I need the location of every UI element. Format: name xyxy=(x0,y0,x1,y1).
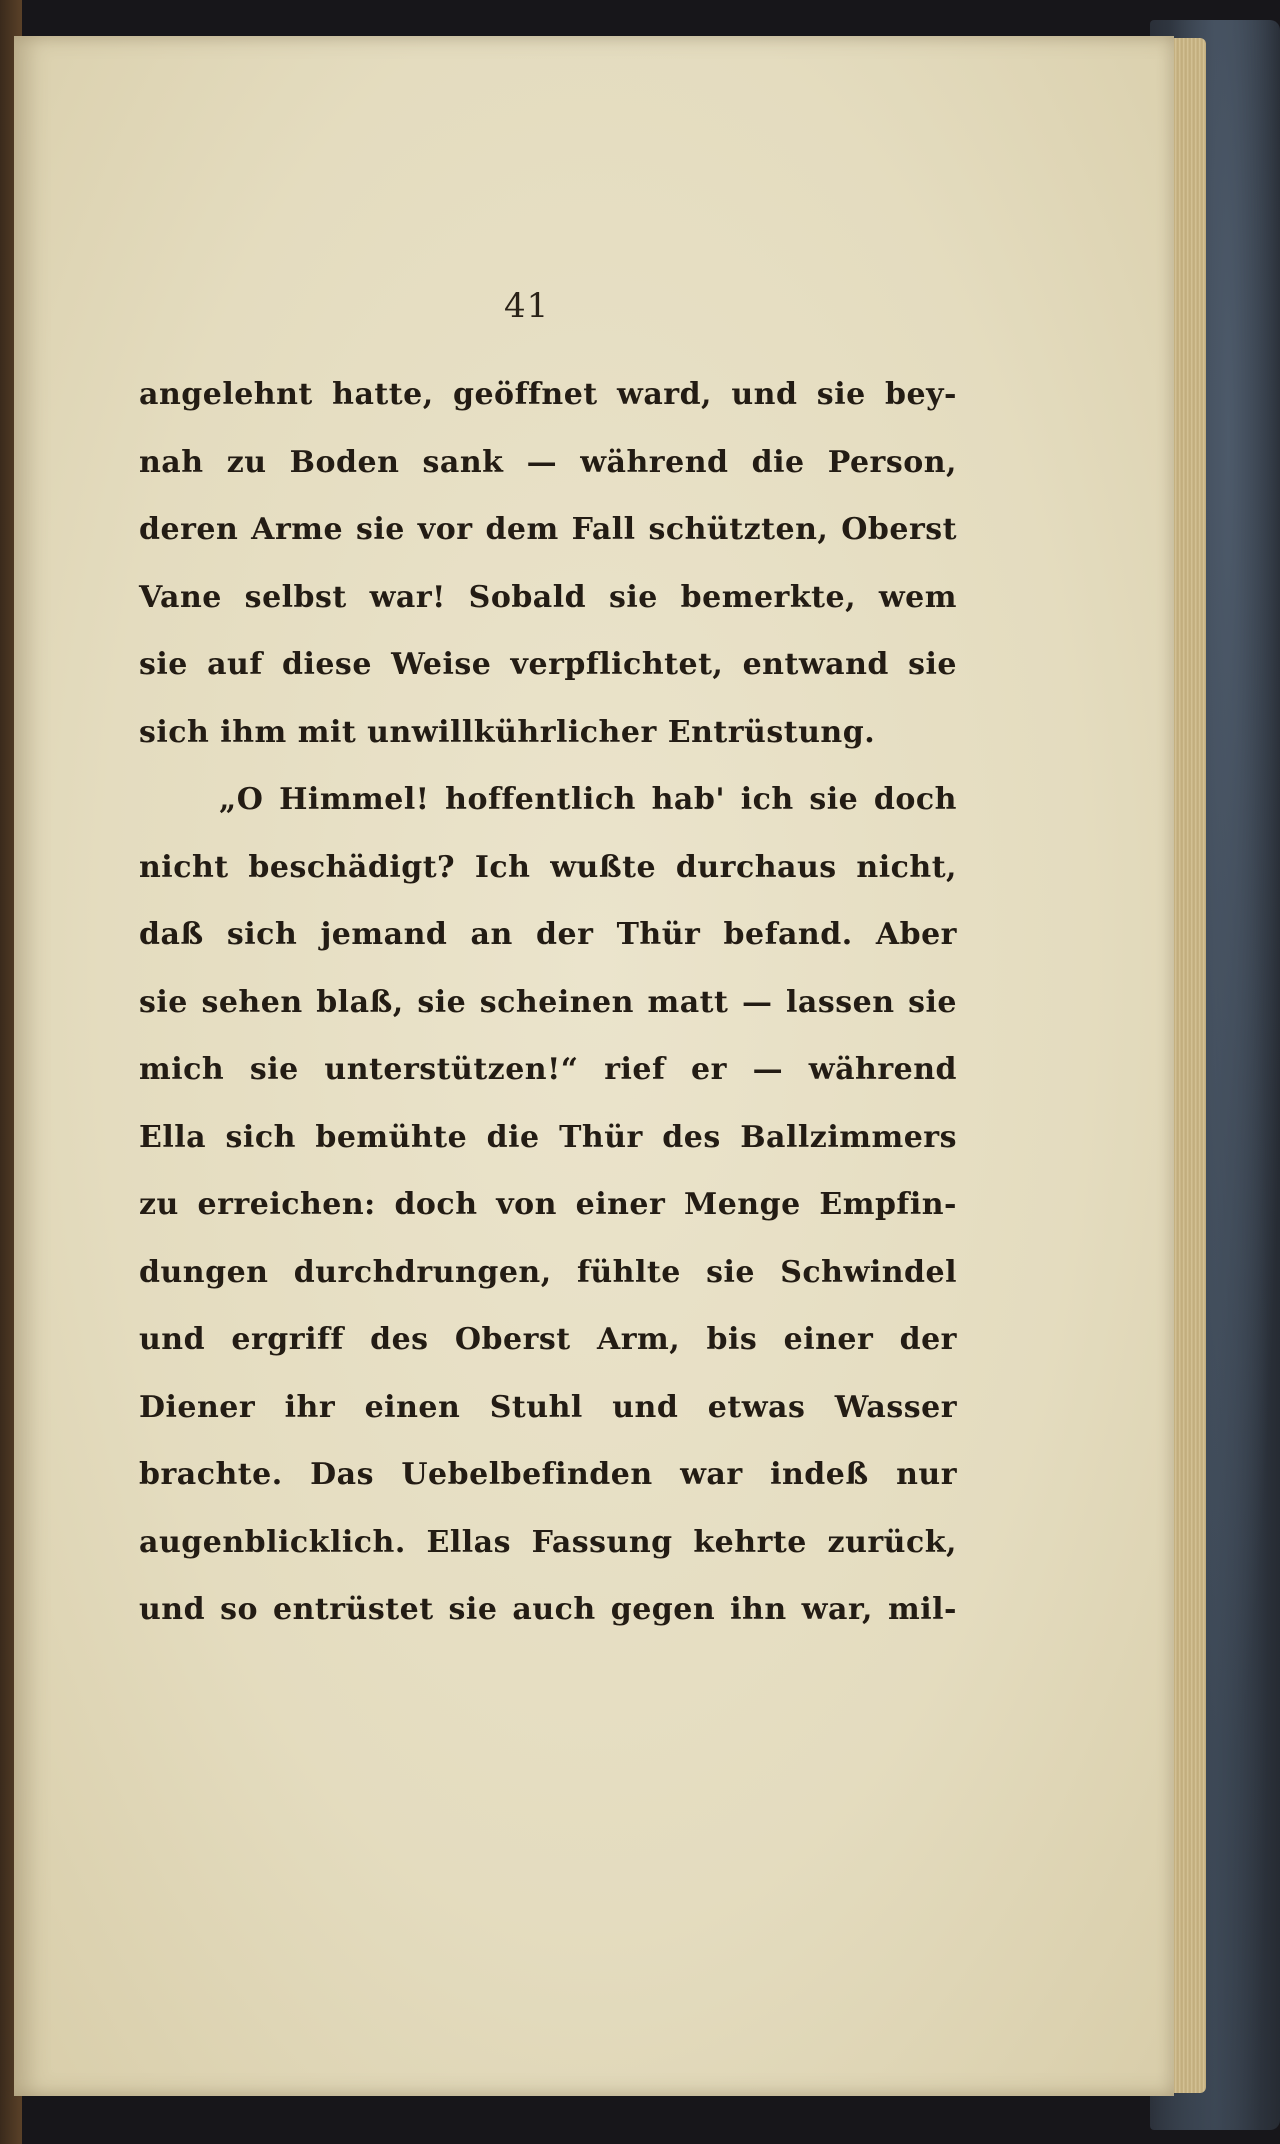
text-line: nicht beschädigt? Ich wußte durchaus nicht, xyxy=(139,849,957,885)
text-line: angelehnt hatte, geöffnet ward, und sie bey- xyxy=(139,377,957,412)
text-line: und so entrüstet sie auch gegen ihn war, mil- xyxy=(139,1592,957,1627)
text-line: mich sie unterstützen!“ rief er — während xyxy=(139,1052,957,1087)
text-line: „O Himmel! hoffentlich hab' ich sie doch xyxy=(219,782,957,817)
text-line: sich ihm mit unwillkührlicher Entrüstung. xyxy=(139,714,876,750)
text-line: daß sich jemand an der Thür befand. Aber xyxy=(139,917,957,952)
text-line: sie sehen blaß, sie scheinen matt — lassen sie xyxy=(139,984,957,1020)
text-line: und ergriff des Oberst Arm, bis einer der xyxy=(139,1322,957,1357)
text-line: deren Arme sie vor dem Fall schützten, Oberst xyxy=(139,512,957,547)
text-line: zu erreichen: doch von einer Menge Empfin- xyxy=(139,1187,957,1222)
text-line: sie auf diese Weise verpflichtet, entwand sie xyxy=(139,647,957,682)
text-line: Vane selbst war! Sobald sie bemerkte, wem xyxy=(139,579,957,615)
text-line: augenblicklich. Ellas Fassung kehrte zurück, xyxy=(139,1524,957,1560)
text-line: nah zu Boden sank — während die Person, xyxy=(139,444,957,480)
text-line: dungen durchdrungen, fühlte sie Schwindel xyxy=(139,1254,957,1290)
book-page xyxy=(14,36,1174,2096)
text-line: Diener ihr einen Stuhl und etwas Wasser xyxy=(139,1389,957,1425)
text-line: Ella sich bemühte die Thür des Ballzimmers xyxy=(139,1119,957,1155)
page-number: 41 xyxy=(504,286,550,326)
body-text xyxy=(139,361,957,1644)
text-line: brachte. Das Uebelbefinden war indeß nur xyxy=(139,1457,957,1492)
